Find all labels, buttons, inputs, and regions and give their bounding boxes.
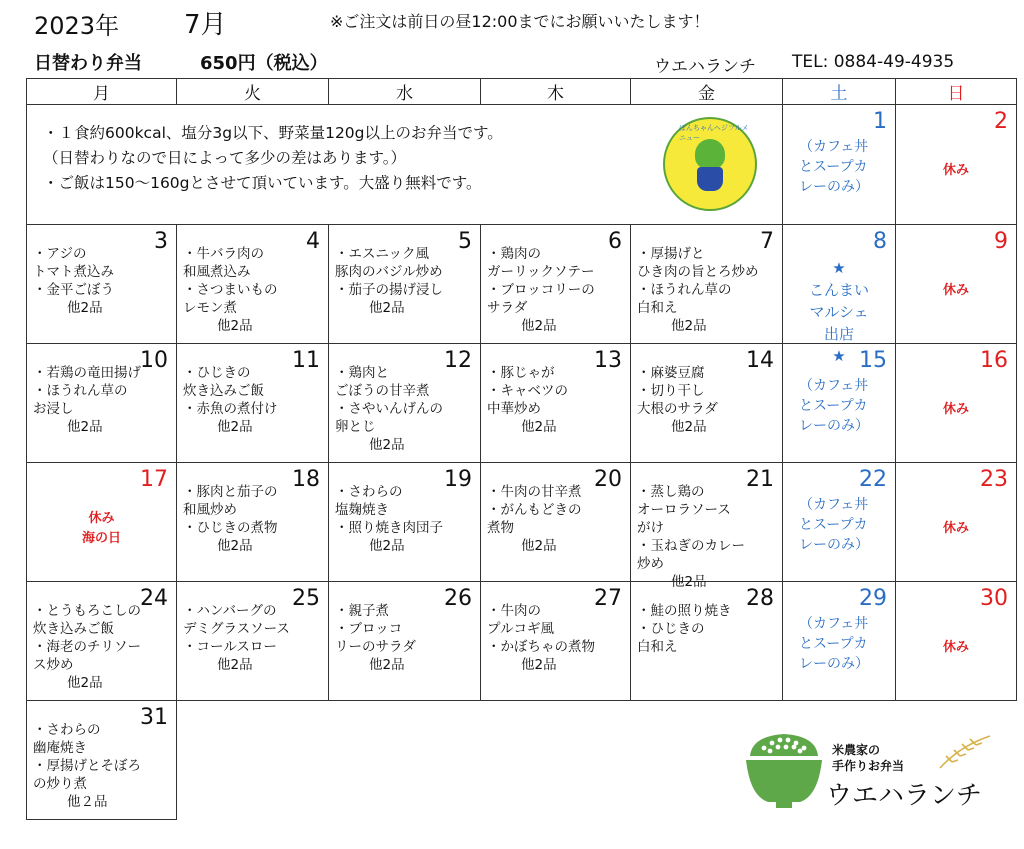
extra-dishes: 他2品 bbox=[369, 437, 405, 453]
shop-name: ウエハランチ bbox=[654, 57, 756, 77]
menu-items: ・麻婆豆腐 ・切り干し 大根のサラダ bbox=[637, 365, 718, 417]
day-number: 27 bbox=[594, 586, 622, 611]
day-cell-11 bbox=[177, 344, 329, 463]
menu-items: ・さわらの 塩麹焼き ・照り焼き肉団子 bbox=[335, 484, 443, 536]
rice-ear-icon bbox=[940, 736, 990, 768]
phone-number: TEL: 0884-49-4935 bbox=[792, 52, 955, 72]
day-cell-13 bbox=[481, 344, 631, 463]
day-number: 17 bbox=[140, 467, 168, 492]
month-label: 7月 bbox=[184, 10, 227, 40]
week-row bbox=[27, 105, 1017, 225]
closed-label: 休み bbox=[942, 283, 969, 298]
day-cell-31 bbox=[27, 701, 177, 820]
day-cell-27 bbox=[481, 582, 631, 701]
day-number: 14 bbox=[746, 348, 774, 373]
day-number: 6 bbox=[608, 229, 622, 254]
day-number: 20 bbox=[594, 467, 622, 492]
price-label: 650円（税込） bbox=[200, 53, 328, 74]
menu-items: ・牛肉の プルコギ風 ・かぼちゃの煮物 bbox=[487, 603, 595, 655]
day-cell-16 bbox=[896, 344, 1017, 463]
day-number: 4 bbox=[306, 229, 320, 254]
menu-items: ・ひじきの 炊き込みご飯 ・赤魚の煮付け bbox=[183, 365, 278, 417]
week-row bbox=[27, 463, 1017, 582]
logo-name: ウエハランチ bbox=[826, 781, 983, 811]
menu-items: ・蒸し鶏の オーロラソース がけ ・玉ねぎのカレー 炒め bbox=[637, 484, 745, 572]
day-number: 18 bbox=[292, 467, 320, 492]
closed-label: 休み bbox=[942, 402, 969, 417]
extra-dishes: 他2品 bbox=[67, 419, 103, 435]
menu-items: ・若鶏の竜田揚げ ・ほうれん草の お浸し bbox=[33, 365, 141, 417]
weekday-mon: 月 bbox=[27, 79, 177, 105]
day-number: 2 bbox=[994, 109, 1008, 134]
calendar-table bbox=[26, 78, 1017, 820]
weekday-tue: 火 bbox=[177, 79, 329, 105]
day-cell-2 bbox=[896, 105, 1017, 225]
day-cell-7 bbox=[631, 225, 783, 344]
extra-dishes: 他2品 bbox=[369, 657, 405, 673]
extra-dishes: 他2品 bbox=[217, 538, 253, 554]
day-number: 9 bbox=[994, 229, 1008, 254]
day-number: 3 bbox=[154, 229, 168, 254]
day-cell-17 bbox=[27, 463, 177, 582]
rice-bowl-icon bbox=[750, 734, 818, 756]
day-cell-12 bbox=[329, 344, 481, 463]
day-cell-26 bbox=[329, 582, 481, 701]
extra-dishes: 他2品 bbox=[217, 419, 253, 435]
menu-items: ・鶏肉と ごぼうの甘辛煮 ・さやいんげんの 卵とじ bbox=[335, 365, 443, 435]
day-number: 12 bbox=[444, 348, 472, 373]
mascot-badge-icon bbox=[663, 117, 757, 211]
day-cell-28 bbox=[631, 582, 783, 701]
extra-dishes: 他2品 bbox=[67, 300, 103, 316]
day-cell-5 bbox=[329, 225, 481, 344]
extra-dishes: 他2品 bbox=[671, 318, 707, 334]
day-cell-15 bbox=[783, 344, 896, 463]
menu-items: ・さわらの 幽庵焼き ・厚揚げとそぼろ の炒り煮 bbox=[33, 722, 141, 792]
menu-items: ・鮭の照り焼き ・ひじきの 白和え bbox=[637, 603, 732, 655]
extra-dishes: 他2品 bbox=[217, 657, 253, 673]
day-number: 23 bbox=[980, 467, 1008, 492]
cafe-only-note: （カフェ丼 とスープカ レーのみ） bbox=[799, 378, 869, 434]
intro-text: ・１食約600kcal、塩分3g以下、野菜量120g以上のお弁当です。 （日替わりなので日によって多少の差はあります。） ・ご飯は150～160gとさせて頂いています。大盛り無料です。 bbox=[43, 124, 503, 192]
extra-dishes: 他2品 bbox=[369, 300, 405, 316]
day-number: 16 bbox=[980, 348, 1008, 373]
weekday-thu: 木 bbox=[481, 79, 631, 105]
day-cell-14 bbox=[631, 344, 783, 463]
mascot-label: ぼんちゃんヘジフルメニュー bbox=[679, 124, 749, 142]
cafe-only-note: （カフェ丼 とスープカ レーのみ） bbox=[799, 616, 869, 672]
cafe-only-note: （カフェ丼 とスープカ レーのみ） bbox=[799, 139, 869, 195]
day-number: 25 bbox=[292, 586, 320, 611]
menu-items: ・とうもろこしの 炊き込みご飯 ・海老のチリソー ス炒め bbox=[33, 603, 141, 673]
weekday-wed: 水 bbox=[329, 79, 481, 105]
menu-items: ・豚じゃが ・キャベツの 中華炒め bbox=[487, 365, 568, 417]
day-cell-21 bbox=[631, 463, 783, 590]
day-cell-30 bbox=[896, 582, 1017, 701]
day-cell-1 bbox=[783, 105, 896, 225]
menu-items: ・エスニック風 豚肉のバジル炒め ・茄子の揚げ浸し bbox=[335, 246, 443, 298]
menu-items: ・ハンバーグの デミグラスソース ・コールスロー bbox=[183, 603, 290, 655]
day-number: 22 bbox=[859, 467, 887, 492]
menu-items: ・豚肉と茄子の 和風炒め ・ひじきの煮物 bbox=[183, 484, 278, 536]
day-cell-9 bbox=[896, 225, 1017, 344]
day-cell-10 bbox=[27, 344, 177, 463]
extra-dishes: 他2品 bbox=[67, 675, 103, 691]
menu-items: ・牛肉の甘辛煮 ・がんもどきの 煮物 bbox=[487, 484, 582, 536]
weekday-sun: 日 bbox=[896, 79, 1017, 105]
weekday-fri: 金 bbox=[631, 79, 783, 105]
day-number: 7 bbox=[760, 229, 774, 254]
day-number: 26 bbox=[444, 586, 472, 611]
day-cell-6 bbox=[481, 225, 631, 344]
closed-label: 休み bbox=[942, 163, 969, 178]
extra-dishes: 他2品 bbox=[671, 419, 707, 435]
menu-title: 日替わり弁当 bbox=[34, 53, 142, 74]
day-number: 10 bbox=[140, 348, 168, 373]
extra-dishes: 他2品 bbox=[671, 574, 707, 590]
extra-dishes: 他2品 bbox=[521, 419, 557, 435]
menu-items: ・牛バラ肉の 和風煮込み ・さつまいもの レモン煮 bbox=[183, 246, 278, 316]
week-row bbox=[27, 344, 1017, 463]
day-cell-18 bbox=[177, 463, 329, 582]
extra-dishes: 他2品 bbox=[217, 318, 253, 334]
day-cell-22 bbox=[783, 463, 896, 582]
day-number: 28 bbox=[746, 586, 774, 611]
closed-label: 休み bbox=[942, 521, 969, 536]
extra-dishes: 他２品 bbox=[67, 794, 108, 810]
day-number: 21 bbox=[746, 467, 774, 492]
weekday-sat: 土 bbox=[783, 79, 896, 105]
day-number: 5 bbox=[458, 229, 472, 254]
menu-items: ・厚揚げと ひき肉の旨とろ炒め ・ほうれん草の 白和え bbox=[637, 246, 759, 316]
day-number: 19 bbox=[444, 467, 472, 492]
holiday-closed-label: 休み 海の日 bbox=[81, 511, 121, 546]
closed-label: 休み bbox=[942, 640, 969, 655]
weekday-header-row bbox=[27, 79, 1017, 105]
day-cell-29 bbox=[783, 582, 896, 701]
day-number: 29 bbox=[859, 586, 887, 611]
day-number: 30 bbox=[980, 586, 1008, 611]
day-cell-19 bbox=[329, 463, 481, 582]
day-number: 31 bbox=[140, 705, 168, 730]
extra-dishes: 他2品 bbox=[521, 538, 557, 554]
day-number: 13 bbox=[594, 348, 622, 373]
day-number: 11 bbox=[292, 348, 320, 373]
day-cell-25 bbox=[177, 582, 329, 701]
marche-event-note: ★ こんまい マルシェ 出店 ★ bbox=[808, 259, 869, 365]
day-number: 24 bbox=[140, 586, 168, 611]
uehara-lunch-logo bbox=[740, 728, 1000, 818]
extra-dishes: 他2品 bbox=[521, 657, 557, 673]
menu-items: ・アジの トマト煮込み ・金平ごぼう bbox=[33, 246, 114, 298]
day-cell-24 bbox=[27, 582, 177, 701]
day-number: 15 bbox=[859, 348, 887, 373]
week-row bbox=[27, 225, 1017, 344]
year-label: 2023年 bbox=[34, 12, 120, 40]
cafe-only-note: （カフェ丼 とスープカ レーのみ） bbox=[799, 497, 869, 553]
menu-items: ・親子煮 ・ブロッコ リーのサラダ bbox=[335, 603, 416, 655]
day-cell-3 bbox=[27, 225, 177, 344]
week-row bbox=[27, 582, 1017, 701]
logo-tagline: 米農家の bbox=[832, 743, 881, 757]
day-number: 1 bbox=[873, 109, 887, 134]
day-cell-20 bbox=[481, 463, 631, 582]
intro-cell bbox=[27, 105, 783, 225]
day-cell-23 bbox=[896, 463, 1017, 582]
order-notice: ※ご注文は前日の昼12:00までにお願いいたします！ bbox=[330, 12, 710, 31]
day-number: 8 bbox=[873, 229, 887, 254]
day-cell-4 bbox=[177, 225, 329, 344]
logo-tagline: 手作りお弁当 bbox=[832, 759, 905, 773]
extra-dishes: 他2品 bbox=[369, 538, 405, 554]
extra-dishes: 他2品 bbox=[521, 318, 557, 334]
menu-items: ・鶏肉の ガーリックソテー ・ブロッコリーの サラダ bbox=[487, 246, 595, 316]
